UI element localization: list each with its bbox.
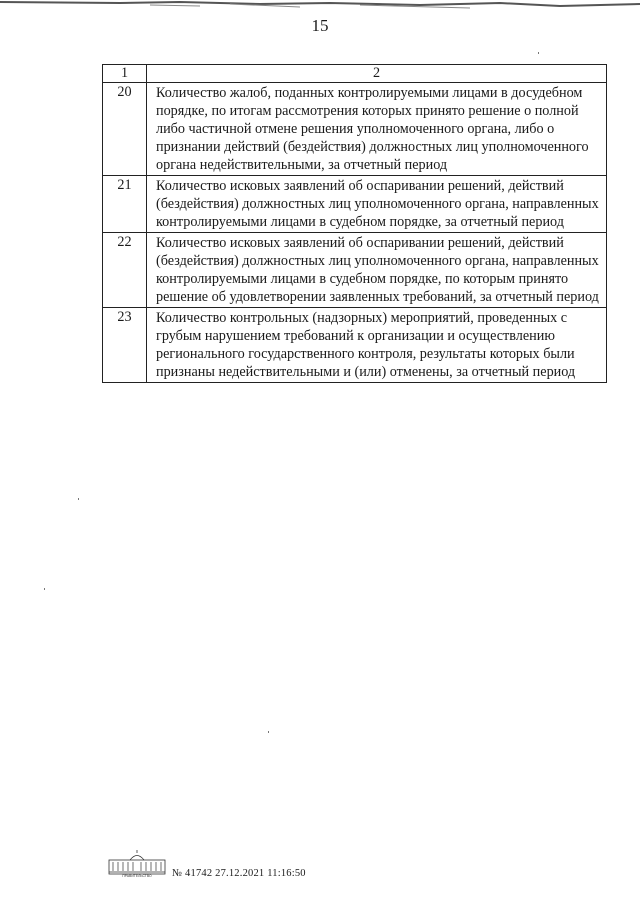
header-col-2: 2 xyxy=(147,65,607,83)
header-col-1: 1 xyxy=(103,65,147,83)
table-row xyxy=(103,233,607,308)
scan-speck xyxy=(538,52,539,54)
scan-speck xyxy=(268,731,269,733)
table-row xyxy=(103,176,607,233)
row-number: 22 xyxy=(103,233,147,308)
row-number: 23 xyxy=(103,308,147,383)
row-text: Количество контрольных (надзорных) мероприятий, проведенных с грубым нарушением требований к организации и осуществлению регионального государственного контроля, результаты которых были признаны недействительными и (или) отменены, за отчетный период xyxy=(147,308,607,383)
scan-speck xyxy=(78,498,79,500)
scan-top-edge xyxy=(0,0,640,14)
table-row xyxy=(103,308,607,383)
table-header-row xyxy=(103,65,607,83)
row-number: 21 xyxy=(103,176,147,233)
government-building-stamp-icon xyxy=(108,848,166,878)
row-number: 20 xyxy=(103,83,147,176)
row-text: Количество исковых заявлений об оспаривании решений, действий (бездействия) должностных лиц уполномоченного органа, направленных контролируемыми лицами в судебном порядке, за отчетный период xyxy=(147,176,607,233)
table-row xyxy=(103,83,607,176)
row-text: Количество жалоб, поданных контролируемыми лицами в досудебном порядке, по итогам рассмотрения которых принято решение о полной либо частичной отмене решения уполномоченного органа, либо о признании действий (бездействия) должностных лиц уполномоченного органа недействительными, за отчетный период xyxy=(147,83,607,176)
page-number: 15 xyxy=(311,16,329,35)
stamp-caption: ПРАВИТЕЛЬСТВО xyxy=(122,874,152,878)
indicators-table xyxy=(102,64,607,383)
row-text: Количество исковых заявлений об оспаривании решений, действий (бездействия) должностных лиц уполномоченного органа, направленных контролируемыми лицами в судебном порядке, по которым принято решение об удовлетворении заявленных требований, за отчетный период xyxy=(147,233,607,308)
scan-speck xyxy=(44,588,45,590)
registration-number: № 41742 27.12.2021 11:16:50 xyxy=(172,868,306,879)
